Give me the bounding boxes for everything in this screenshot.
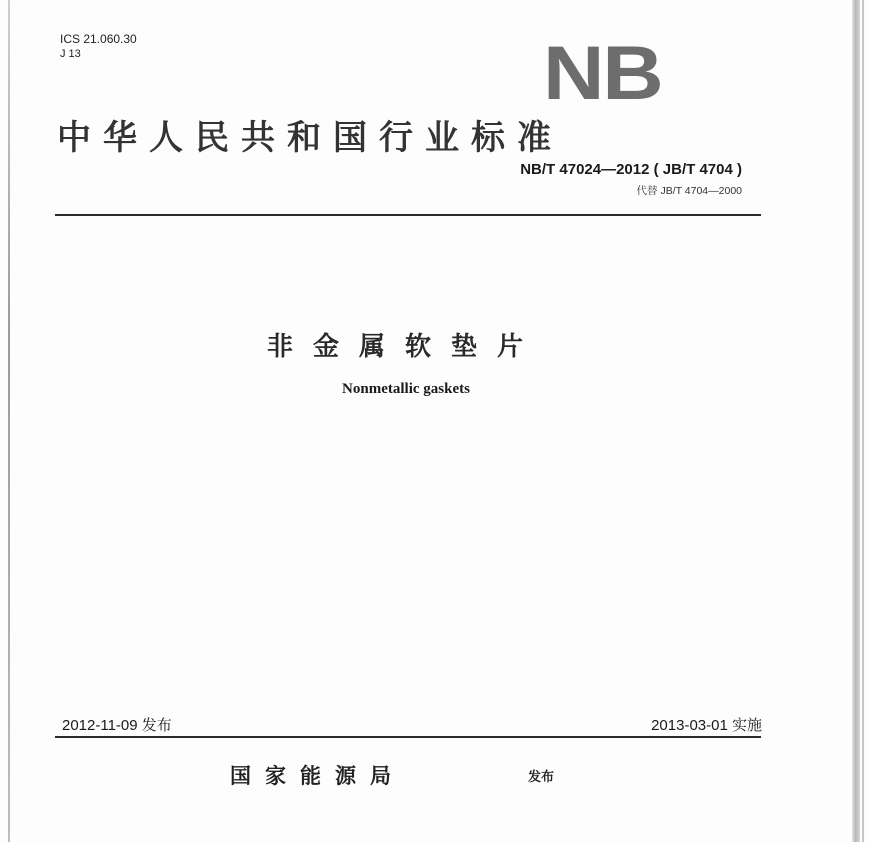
classification-code: J 13 (60, 48, 81, 60)
bottom-divider (55, 736, 761, 738)
standard-number: NB/T 47024—2012 ( JB/T 4704 ) (520, 161, 742, 178)
scan-edge-left (8, 0, 10, 842)
ics-code: ICS 21.060.30 (60, 32, 137, 46)
standard-title: 中华人民共和国行业标准 (57, 118, 563, 158)
scan-edge-right-line (862, 0, 864, 842)
document-title-zh: 非金属软垫片 (266, 332, 543, 362)
nb-logo-text: NB (543, 31, 662, 116)
scan-edge-right (852, 0, 860, 842)
replaces-note: 代替 JB/T 4704—2000 (636, 185, 742, 197)
document-title-en: Nonmetallic gaskets (342, 381, 470, 397)
issuer-name: 国家能源局 (230, 763, 405, 788)
nb-logo (543, 31, 696, 116)
issue-date: 2012-11-09 发布 (62, 717, 172, 734)
top-divider (55, 214, 761, 216)
implementation-date: 2013-03-01 实施 (651, 717, 762, 734)
issuer-suffix: 发布 (528, 770, 555, 785)
